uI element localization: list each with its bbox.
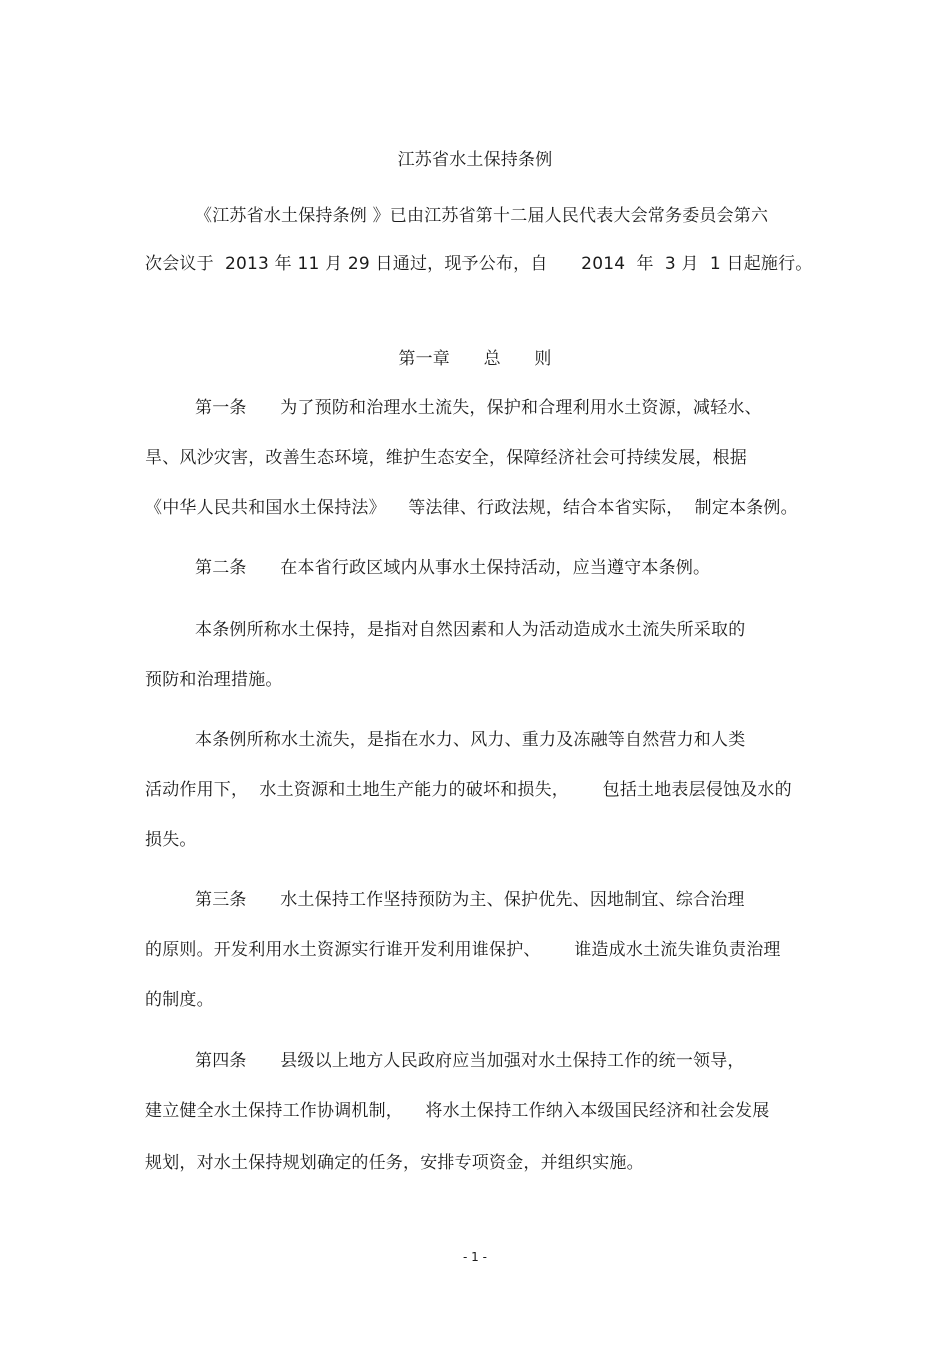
- article-2-line-1: 第二条 在本省行政区域内从事水土保持活动，应当遵守本条例。: [195, 558, 711, 578]
- chapter-heading: 第一章 总 则: [398, 349, 552, 369]
- page-number: - 1 -: [463, 1250, 487, 1264]
- definition-1-line-1: 本条例所称水土保持，是指对自然因素和人为活动造成水土流失所采取的: [195, 620, 746, 640]
- article-4-line-3: 规划，对水土保持规划确定的任务，安排专项资金，并组织实施。: [145, 1153, 644, 1173]
- article-3-line-3: 的制度。: [145, 990, 214, 1010]
- article-4-line-2: 建立健全水土保持工作协调机制， 将水土保持工作纳入本级国民经济和社会发展: [145, 1101, 770, 1121]
- article-3-line-1: 第三条 水土保持工作坚持预防为主、保护优先、因地制宜、综合治理: [195, 890, 745, 910]
- article-3-line-2: 的原则。开发利用水土资源实行谁开发利用谁保护、 谁造成水土流失谁负责治理: [145, 940, 781, 960]
- intro-line-2: 次会议于 2013 年 11 月 29 日通过，现予公布，自 2014 年 3 月 1 日起施行。: [145, 254, 813, 274]
- article-4-line-1: 第四条 县级以上地方人民政府应当加强对水土保持工作的统一领导，: [195, 1051, 745, 1071]
- definition-2-line-3: 损失。: [145, 830, 197, 850]
- intro-line-1: 《江苏省水土保持条例 》已由江苏省第十二届人民代表大会常务委员会第六: [195, 206, 769, 226]
- definition-2-line-2: 活动作用下， 水土资源和土地生产能力的破坏和损失， 包括土地表层侵蚀及水的: [145, 780, 792, 800]
- article-1-line-3: 《中华人民共和国水土保持法》 等法律、行政法规，结合本省实际， 制定本条例。: [145, 498, 798, 518]
- article-1-line-1: 第一条 为了预防和治理水土流失，保护和合理利用水土资源，减轻水、: [195, 398, 762, 418]
- article-1-line-2: 旱、风沙灾害，改善生态环境，维护生态安全，保障经济社会可持续发展，根据: [145, 448, 747, 468]
- document-title: 江苏省水土保持条例: [397, 150, 553, 170]
- definition-1-line-2: 预防和治理措施。: [145, 670, 283, 690]
- definition-2-line-1: 本条例所称水土流失，是指在水力、风力、重力及冻融等自然营力和人类: [195, 730, 746, 750]
